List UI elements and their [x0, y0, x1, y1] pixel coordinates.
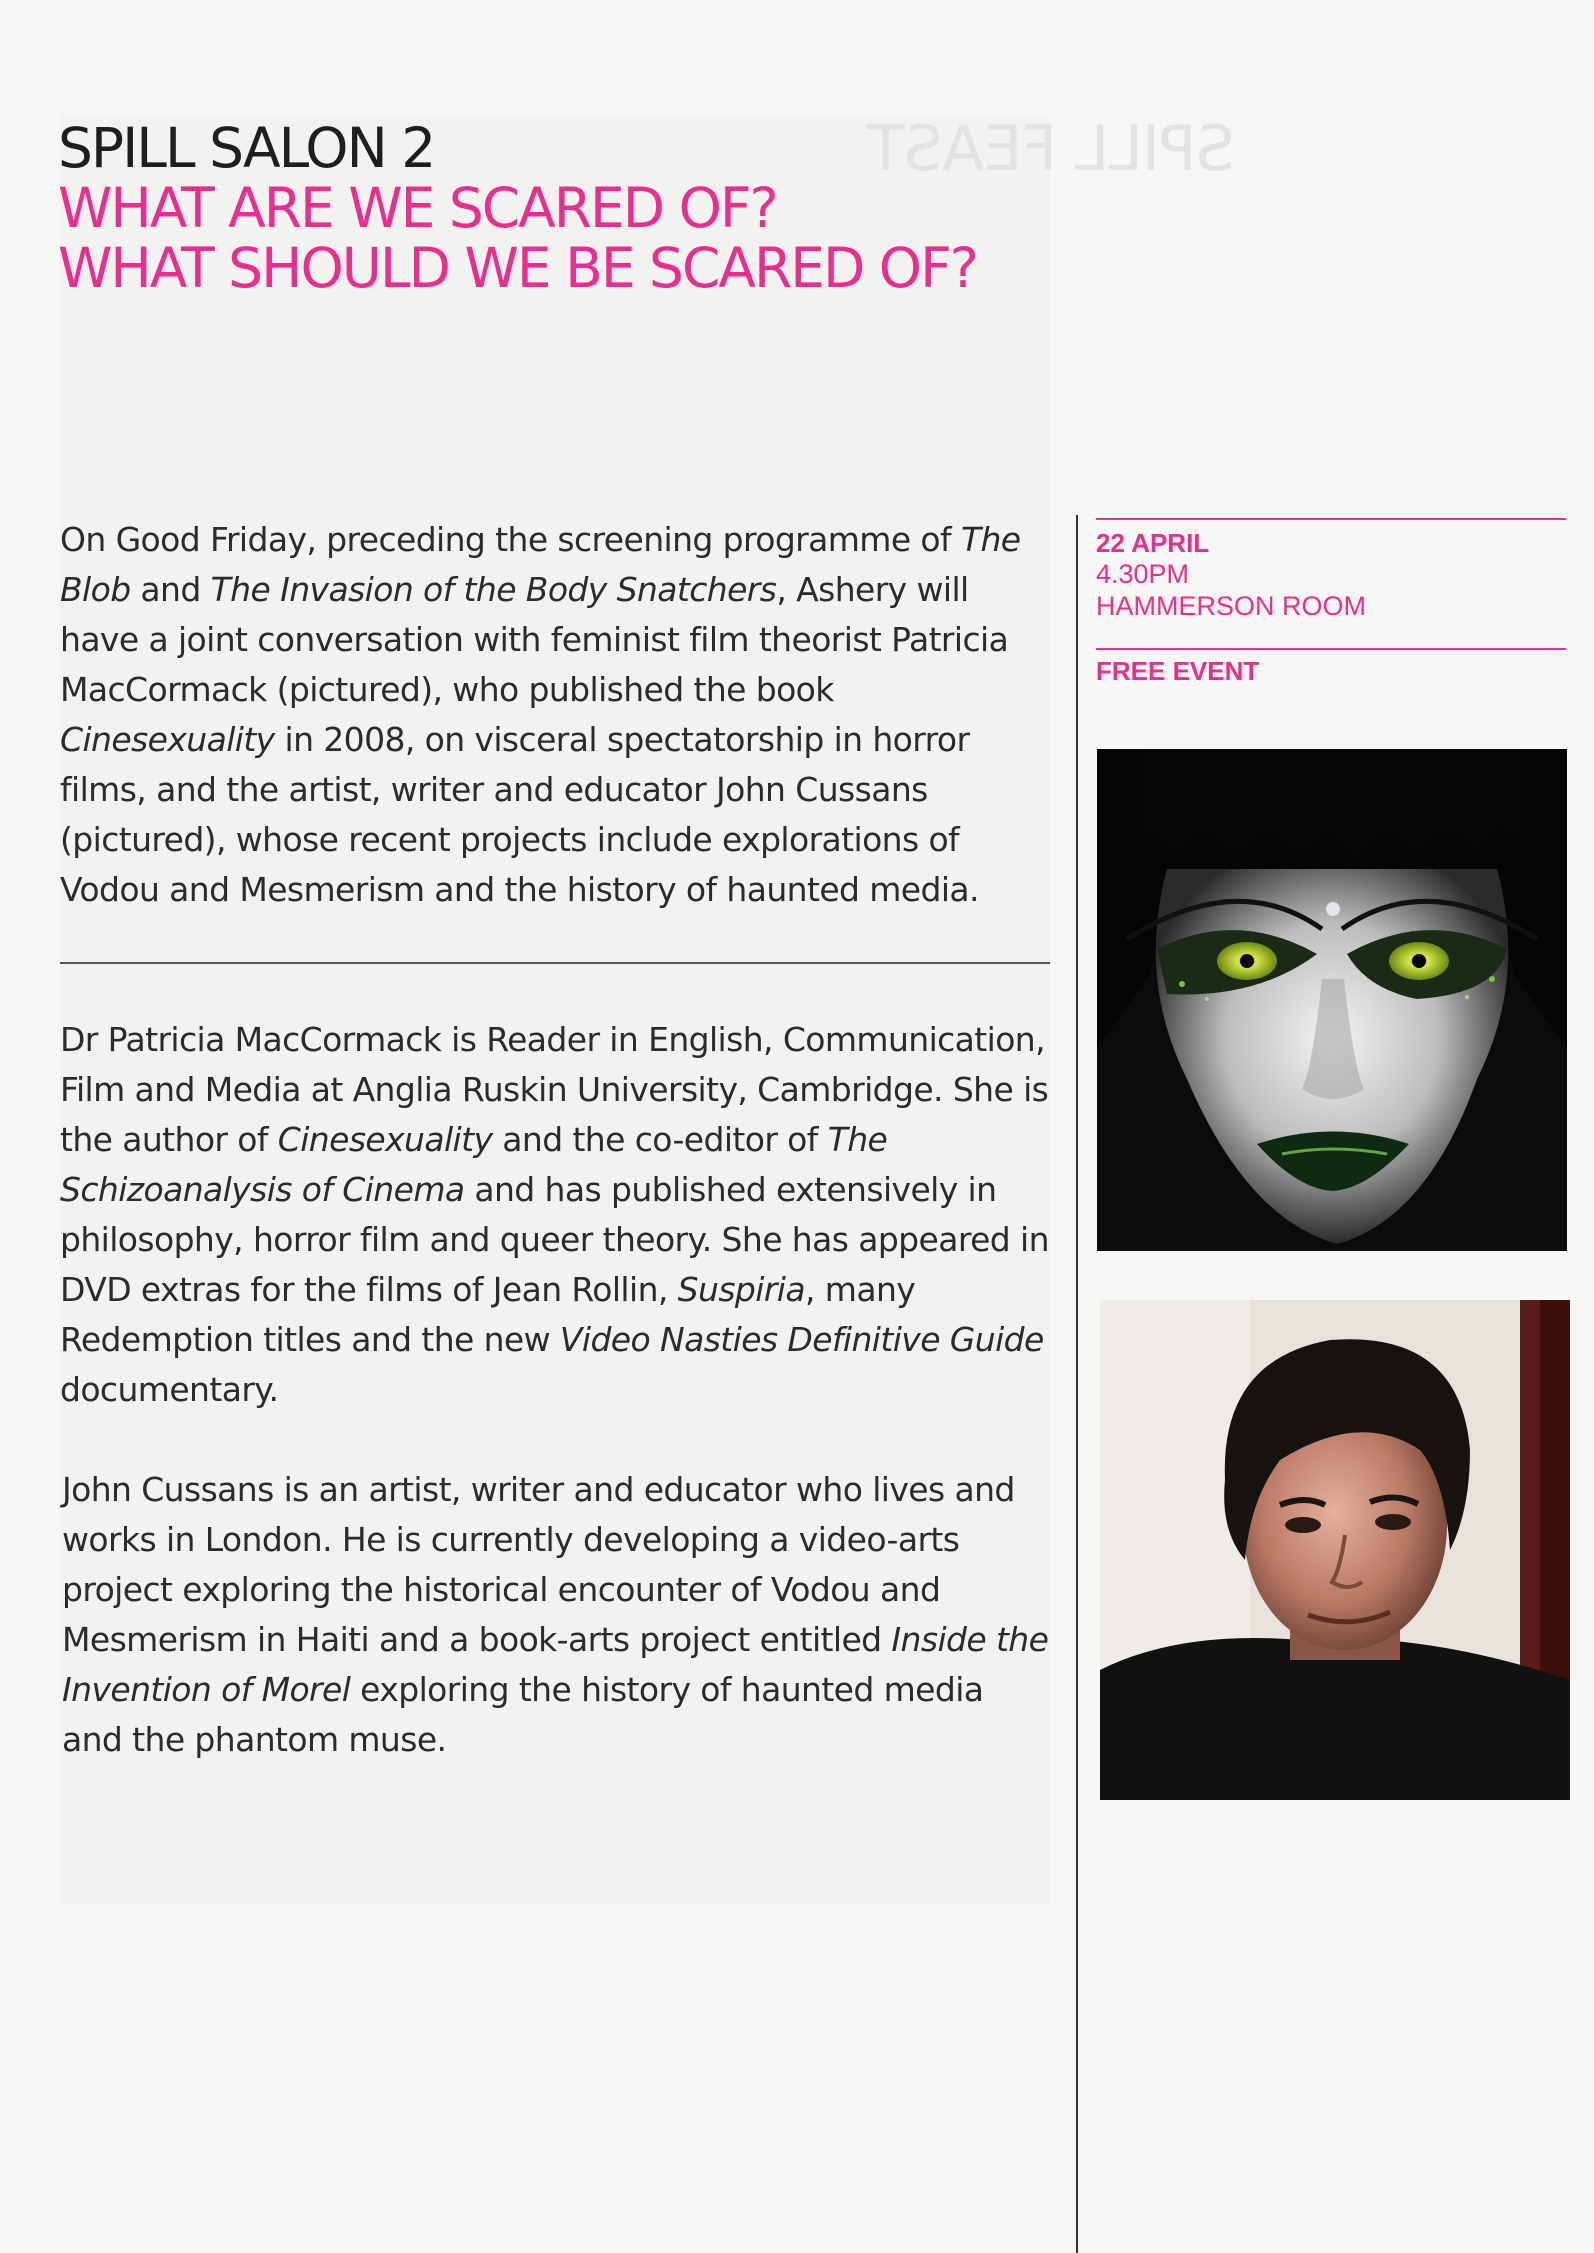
- details-top-rule: [1096, 518, 1566, 520]
- intro-title-blob: The Blob: [60, 520, 1021, 609]
- bio-maccormack: [60, 1015, 1050, 1415]
- photo-patricia-maccormack: [1097, 749, 1567, 1251]
- portrait-man-image: [1100, 1300, 1570, 1800]
- bio1-text-3: and has published extensively in philosophy, horror film and queer theory. She has appeared in DVD extras for the films of Jean Rollin,: [60, 1170, 1049, 1309]
- bio2-text-1: John Cussans is an artist, writer and educator who lives and works in London. He is currently developing a video-arts project exploring the historical encounter of Vodou and Mesmerism in Haiti and a book-arts project entitled: [62, 1470, 1015, 1659]
- bio1-title-schizoanalysis: The Schizoanalysis of Cinema: [60, 1120, 888, 1209]
- bio1-title-video-nasties: Video Nasties Definitive Guide: [559, 1320, 1044, 1359]
- section-divider: [60, 962, 1050, 964]
- intro-title-invasion: The Invasion of the Body Snatchers: [210, 570, 777, 609]
- details-middle-rule: [1096, 648, 1566, 650]
- intro-paragraph: [60, 515, 1050, 915]
- event-series-title: SPILL SALON 2: [58, 116, 435, 180]
- intro-text-2: and: [130, 570, 211, 609]
- bio1-text-1: Dr Patricia MacCormack is Reader in English, Communication, Film and Media at Anglia Ruskin University, Cambridge. She is the author of: [60, 1020, 1049, 1159]
- event-venue: HAMMERSON ROOM: [1096, 591, 1366, 621]
- column-divider: [1076, 515, 1078, 2253]
- bio2-text-2: exploring the history of haunted media and the phantom muse.: [62, 1670, 984, 1759]
- event-question-2: WHAT SHOULD WE BE SCARED OF?: [58, 236, 977, 300]
- bio1-text-2: and the co-editor of: [492, 1120, 828, 1159]
- bio1-text-4: , many Redemption titles and the new: [60, 1270, 916, 1359]
- bio2-title-morel: Inside the Invention of Morel: [62, 1620, 1049, 1709]
- bio1-title-cinesexuality: Cinesexuality: [277, 1120, 493, 1159]
- event-price: FREE EVENT: [1096, 656, 1260, 686]
- event-details: [1096, 518, 1566, 687]
- show-through-title: SPILL FEAST: [867, 112, 1235, 185]
- bio1-title-suspiria: Suspiria: [677, 1270, 806, 1309]
- event-time: 4.30PM: [1096, 559, 1190, 589]
- page-header: [58, 118, 1158, 298]
- event-question-1: WHAT ARE WE SCARED OF?: [58, 176, 777, 240]
- intro-title-cinesexuality: Cinesexuality: [60, 720, 275, 759]
- bio-cussans: [62, 1465, 1052, 1765]
- intro-text-4: in 2008, on visceral spectatorship in horror films, and the artist, writer and educator John Cussans (pictured), whose recent projects include explorations of Vodou and Mesmerism and the history of haunted media.: [60, 720, 979, 909]
- intro-text-3: , Ashery will have a joint conversation with feminist film theorist Patricia MacCormack (pictured), who published the book: [60, 570, 1009, 709]
- photo-john-cussans: [1100, 1300, 1570, 1800]
- event-date: 22 APRIL: [1096, 528, 1210, 558]
- portrait-gothic-makeup-image: [1097, 749, 1567, 1251]
- intro-text-1: On Good Friday, preceding the screening programme of: [60, 520, 961, 559]
- bio1-text-5: documentary.: [60, 1370, 279, 1409]
